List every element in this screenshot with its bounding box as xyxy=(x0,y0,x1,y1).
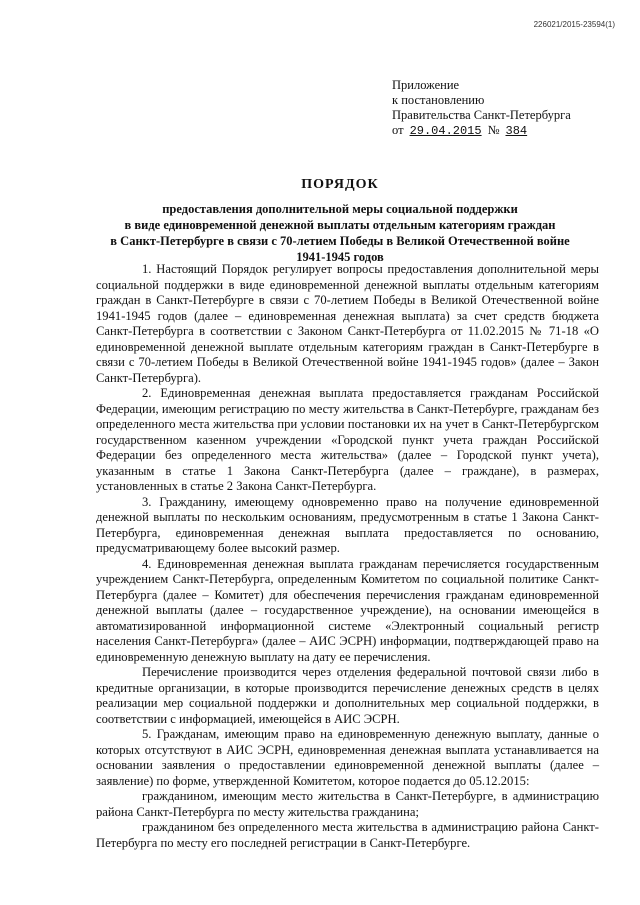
paragraph-5-item-2: гражданином без определенного места жительства в администрацию района Санкт-Петербурга по месту его последней регистрации в Санкт-Петербурге. xyxy=(96,820,599,850)
subtitle-line-3: в Санкт-Петербурге в связи с 70-летием Победы в Великой Отечественной войне xyxy=(110,234,570,248)
date-prefix: от xyxy=(392,123,404,137)
appendix-line-2: к постановлению xyxy=(392,93,485,107)
appendix-line-3: Правительства Санкт-Петербурга xyxy=(392,108,571,122)
document-title: ПОРЯДОК xyxy=(301,177,379,192)
paragraph-3: 3. Гражданину, имеющему одновременно право на получение единовременной денежной выплаты по нескольким основаниям, предусмотренным в статье 1 Закона Санкт-Петербурга, единовременная денежная выплата предоставляется по основанию, предусматривающему более высокий размер. xyxy=(96,494,599,555)
subtitle-line-1: предоставления дополнительной меры социальной поддержки xyxy=(162,202,518,216)
paragraph-5: 5. Гражданам, имеющим право на единовременную денежную выплату, данные о которых отсутствуют в АИС ЭСРН, единовременная денежная выплата устанавливается на основании заявления о предоставлении единовременной денежной выплаты (далее – заявление) по форме, утвержденной Комитетом, которое подается до 05.12.2015: xyxy=(96,727,599,788)
title-block xyxy=(80,177,600,265)
document-id: 226021/2015-23594(1) xyxy=(533,20,615,29)
paragraph-1: 1. Настоящий Порядок регулирует вопросы предоставления дополнительной меры социальной поддержки в виде единовременной денежной выплаты отдельным категориям граждан в Санкт-Петербурге в связи с 70-летием Победы в Великой Отечественной войне 1941-1945 годов (далее – единовременная денежная выплата) за счет средств бюджета Санкт-Петербурга в соответствии с Законом Санкт-Петербурга от 11.02.2015 № 71-18 «О единовременной денежной выплате отдельным категориям граждан в Санкт-Петербурге в связи с 70-летием Победы в Великой Отечественной войне 1941-1945 годов» (далее – Закон Санкт-Петербурга). xyxy=(96,262,599,385)
subtitle-line-2: в виде единовременной денежной выплаты отдельным категориям граждан xyxy=(124,218,556,232)
document-subtitle xyxy=(80,201,600,265)
number-prefix: № xyxy=(487,123,500,137)
resolution-date: 29.04.2015 xyxy=(409,124,482,138)
appendix-block xyxy=(392,78,571,139)
paragraph-4-continued: Перечисление производится через отделения федеральной почтовой связи либо в кредитные организации, в которые производится перечисление денежных средств в целях реализации мер социальной поддержки и дополнительных мер социальной поддержки, в соответствии с информацией, имеющейся в АИС ЭСРН. xyxy=(96,665,599,726)
resolution-number: 384 xyxy=(505,124,528,138)
appendix-date-line xyxy=(392,123,571,139)
paragraph-5-item-1: гражданином, имеющим место жительства в Санкт-Петербурге, в администрацию района Санкт-Петербурга по месту жительства гражданина; xyxy=(96,789,599,819)
appendix-line-1: Приложение xyxy=(392,78,460,92)
document-body xyxy=(96,262,599,851)
subtitle-line-4: 1941-1945 годов xyxy=(296,250,384,264)
paragraph-4: 4. Единовременная денежная выплата гражданам перечисляется государственным учреждением Санкт-Петербурга, определенным Комитетом по социальной политике Санкт-Петербурга (далее – Комитет) для обеспечения перечисления гражданам единовременной денежной выплаты (далее – государственное учреждение), на основании имеющейся в автоматизированной информационной системе «Электронный социальный регистр населения Санкт-Петербурга» (далее – АИС ЭСРН) информации, подтверждающей право на единовременную денежную выплату на дату ее перечисления. xyxy=(96,556,599,664)
paragraph-2: 2. Единовременная денежная выплата предоставляется гражданам Российской Федерации, имеющим регистрацию по месту жительства в Санкт-Петербурге, гражданам без определенного места жительства при условии постановки их на учет в Санкт-Петербургском государственном казенном учреждении «Городской пункт учета граждан Российской Федерации без определенного места жительства» (далее – Городской пункт учета), указанным в статье 1 Закона Санкт-Петербурга (далее – граждане), в размерах, установленных в статье 2 Закона Санкт-Петербурга. xyxy=(96,386,599,493)
